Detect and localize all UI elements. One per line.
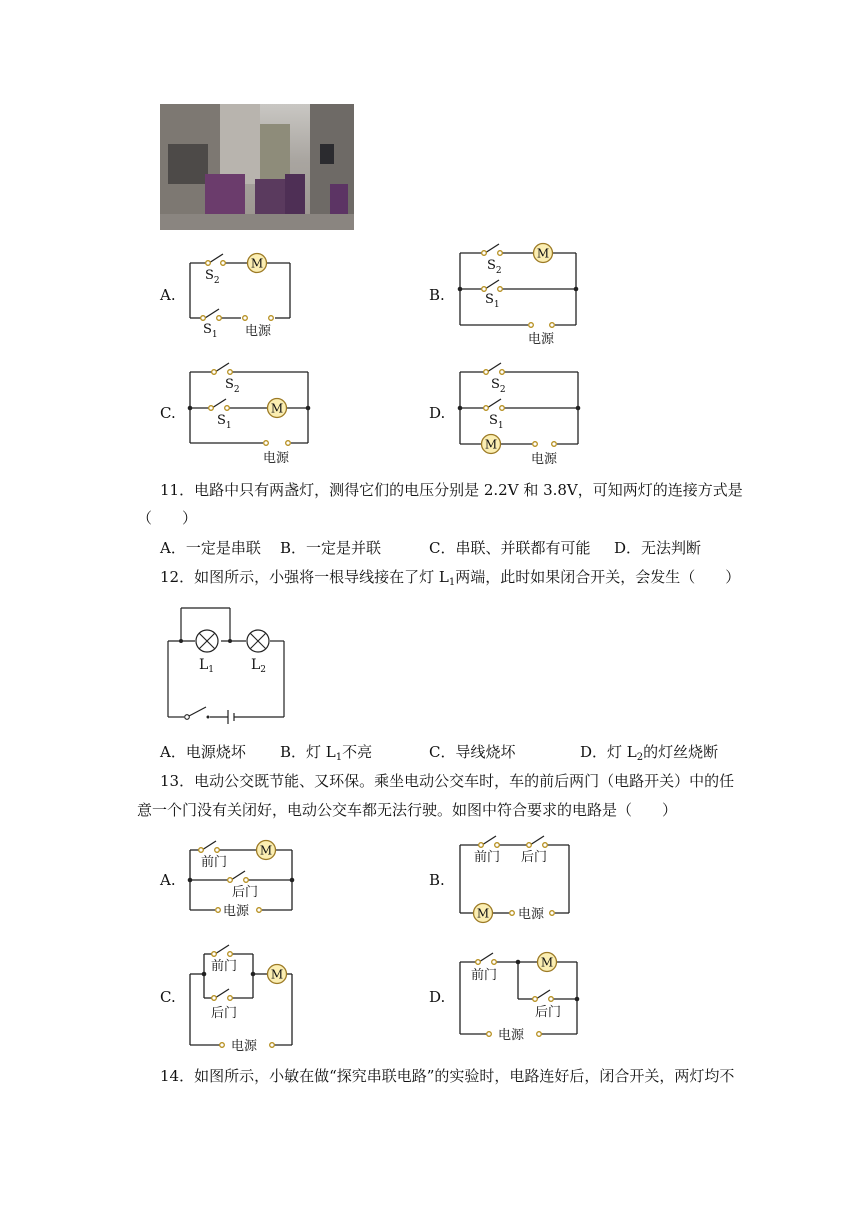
- motor-label: M: [270, 401, 284, 416]
- q10-option-d-letter: D.: [429, 404, 446, 422]
- q10-circuit-a: [185, 248, 305, 338]
- q11-stem-line2: （ ）: [137, 509, 198, 527]
- q11-stem-line1: 11．电路中只有两盏灯，测得它们的电压分别是 2.2V 和 3.8V，可知两灯的连接方式是: [160, 481, 743, 499]
- motor-label: M: [270, 967, 284, 982]
- q13-circuit-d: [455, 946, 585, 1046]
- switch-s1-label: $S_1$: [485, 292, 500, 310]
- q11-option-c[interactable]: C．串联、并联都有可能: [429, 539, 591, 557]
- motor-label: M: [536, 246, 550, 261]
- q10-circuit-d: [455, 360, 585, 470]
- motor-label: M: [250, 256, 264, 271]
- switch-s2-label: $S_2$: [487, 258, 502, 276]
- motor-label: M: [540, 955, 554, 970]
- front-door-label: 前门: [201, 855, 228, 870]
- q10-option-b-letter: B.: [429, 286, 445, 304]
- q13-stem-line1: 13．电动公交既节能、又环保。乘坐电动公交车时，车的前后两门（电路开关）中的任: [160, 772, 735, 790]
- back-door-label: 后门: [211, 1006, 238, 1021]
- q13-stem-line2: 意一个门没有关闭好，电动公交车都无法行驶。如图中符合要求的电路是（ ）: [137, 801, 678, 819]
- switch-s2-label: $S_2$: [491, 377, 506, 395]
- back-door-label: 后门: [232, 885, 259, 900]
- q12-option-b[interactable]: B．灯 $L_1$不亮: [280, 743, 373, 763]
- front-door-label: 前门: [474, 850, 501, 865]
- q13-circuit-a: [185, 836, 300, 921]
- q12-option-c[interactable]: C．导线烧坏: [429, 743, 516, 761]
- q14-stem-line1: 14．如图所示，小敏在做“探究串联电路”的实验时，电路连好后，闭合开关，两灯均不: [160, 1067, 735, 1085]
- q13-option-d-letter: D.: [429, 988, 446, 1006]
- q11-option-b[interactable]: B．一定是并联: [280, 539, 382, 557]
- power-source-label: 电源: [223, 904, 250, 919]
- gate-photo: [160, 104, 354, 230]
- q10-circuit-c: [185, 360, 315, 470]
- motor-label: M: [476, 906, 490, 921]
- switch-s1-label: $S_1$: [203, 322, 218, 340]
- front-door-label: 前门: [211, 959, 238, 974]
- lamp-l1-label: $L_1$: [199, 657, 215, 675]
- front-door-label: 前门: [471, 968, 498, 983]
- back-door-label: 后门: [521, 850, 548, 865]
- q13-circuit-b: [455, 830, 580, 925]
- q11-option-a[interactable]: A．一定是串联: [160, 539, 261, 557]
- q12-circuit: [160, 605, 300, 730]
- q10-option-c-letter: C.: [160, 404, 176, 422]
- back-door-label: 后门: [535, 1005, 562, 1020]
- power-source-label: 电源: [531, 452, 558, 467]
- q12-stem: 12．如图所示，小强将一根导线接在了灯 $L_1$两端，此时如果闭合开关，会发生（ ）: [160, 568, 741, 588]
- q12-option-d[interactable]: D．灯 $L_2$的灯丝烧断: [580, 743, 719, 763]
- q10-circuit-b: [455, 240, 585, 350]
- switch-s2-label: $S_2$: [205, 268, 220, 286]
- switch-s1-label: $S_1$: [217, 413, 232, 431]
- power-source-label: 电源: [498, 1028, 525, 1043]
- power-source-label: 电源: [528, 332, 555, 347]
- q10-option-a-letter: A.: [160, 286, 176, 304]
- switch-s2-label: $S_2$: [225, 377, 240, 395]
- power-source-label: 电源: [518, 907, 545, 922]
- q11-option-d[interactable]: D．无法判断: [614, 539, 702, 557]
- q13-option-c-letter: C.: [160, 988, 176, 1006]
- lamp-l2-label: $L_2$: [251, 657, 267, 675]
- q12-option-a[interactable]: A．电源烧坏: [160, 743, 246, 761]
- power-source-label: 电源: [245, 324, 272, 339]
- power-source-label: 电源: [231, 1039, 258, 1054]
- switch-s1-label: $S_1$: [489, 413, 504, 431]
- motor-label: M: [259, 843, 273, 858]
- motor-label: M: [484, 437, 498, 452]
- q13-circuit-c: [185, 938, 305, 1053]
- power-source-label: 电源: [263, 451, 290, 466]
- q13-option-a-letter: A.: [160, 871, 176, 889]
- q13-option-b-letter: B.: [429, 871, 445, 889]
